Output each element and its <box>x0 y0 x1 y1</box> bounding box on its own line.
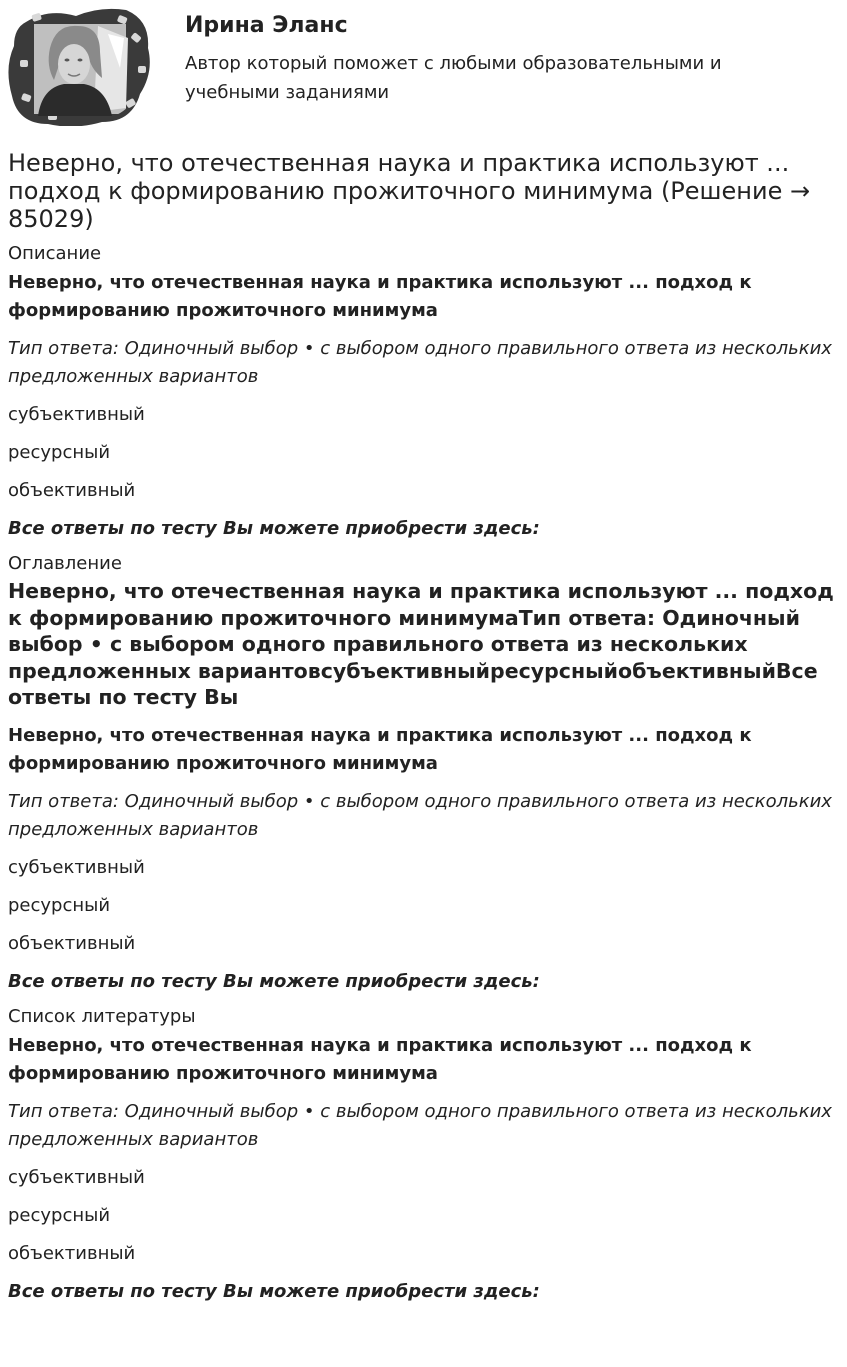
author-avatar[interactable] <box>8 8 150 126</box>
all-answers-text: Все ответы по тесту Вы можете приобрести здесь: <box>8 518 540 539</box>
all-answers-text: Все ответы по тесту Вы можете приобрести здесь: <box>8 1280 540 1302</box>
answer-option: субъективный <box>8 404 145 425</box>
answer-option: объективный <box>8 932 136 954</box>
page <box>8 0 838 1306</box>
literature-section <box>8 1005 838 1306</box>
answer-option: объективный <box>8 480 136 501</box>
answer-option: ресурсный <box>8 442 111 463</box>
toc-section <box>8 552 838 996</box>
page-title: Неверно, что отечественная наука и практика используют ... подход к формированию прожиточного минимума (Решение → 85029) <box>8 149 811 233</box>
author-description: Автор который поможет с любыми образовательными и учебными заданиями <box>185 53 722 103</box>
answer-type-text: Тип ответа: Одиночный выбор • с выбором одного правильного ответа из нескольких предложенных вариантов <box>8 1100 832 1150</box>
all-answers-text: Все ответы по тесту Вы можете приобрести здесь: <box>8 970 540 992</box>
question-text: Неверно, что отечественная наука и практика используют ... подход к формированию прожиточного минимума <box>8 724 752 774</box>
answer-type-text: Тип ответа: Одиночный выбор • с выбором одного правильного ответа из нескольких предложенных вариантов <box>8 790 832 840</box>
question-text: Неверно, что отечественная наука и практика используют ... подход к формированию прожиточного минимума <box>8 1034 752 1084</box>
author-block <box>8 0 838 132</box>
answer-option: ресурсный <box>8 1204 111 1226</box>
answer-option: ресурсный <box>8 894 111 916</box>
description-section <box>8 242 838 543</box>
toc-title: Неверно, что отечественная наука и практика используют ... подход к формированию прожиточного минимумаТип ответа: Одиночный выбор • с выбором одного правильного ответа из нескольких предложенных вариантовсубъективныйресурсныйобъективныйВсе ответы по тесту Вы <box>8 579 834 709</box>
answer-option: субъективный <box>8 1166 145 1188</box>
question-text: Неверно, что отечественная наука и практика используют ... подход к формированию прожиточного минимума <box>8 272 752 321</box>
answer-type-text: Тип ответа: Одиночный выбор • с выбором одного правильного ответа из нескольких предложенных вариантов <box>8 338 832 387</box>
answer-option: объективный <box>8 1242 136 1264</box>
answer-option: субъективный <box>8 856 145 878</box>
toc-heading: Оглавление <box>8 553 122 574</box>
description-heading: Описание <box>8 243 102 264</box>
author-name[interactable]: Ирина Эланс <box>185 13 348 38</box>
literature-heading: Список литературы <box>8 1005 196 1027</box>
